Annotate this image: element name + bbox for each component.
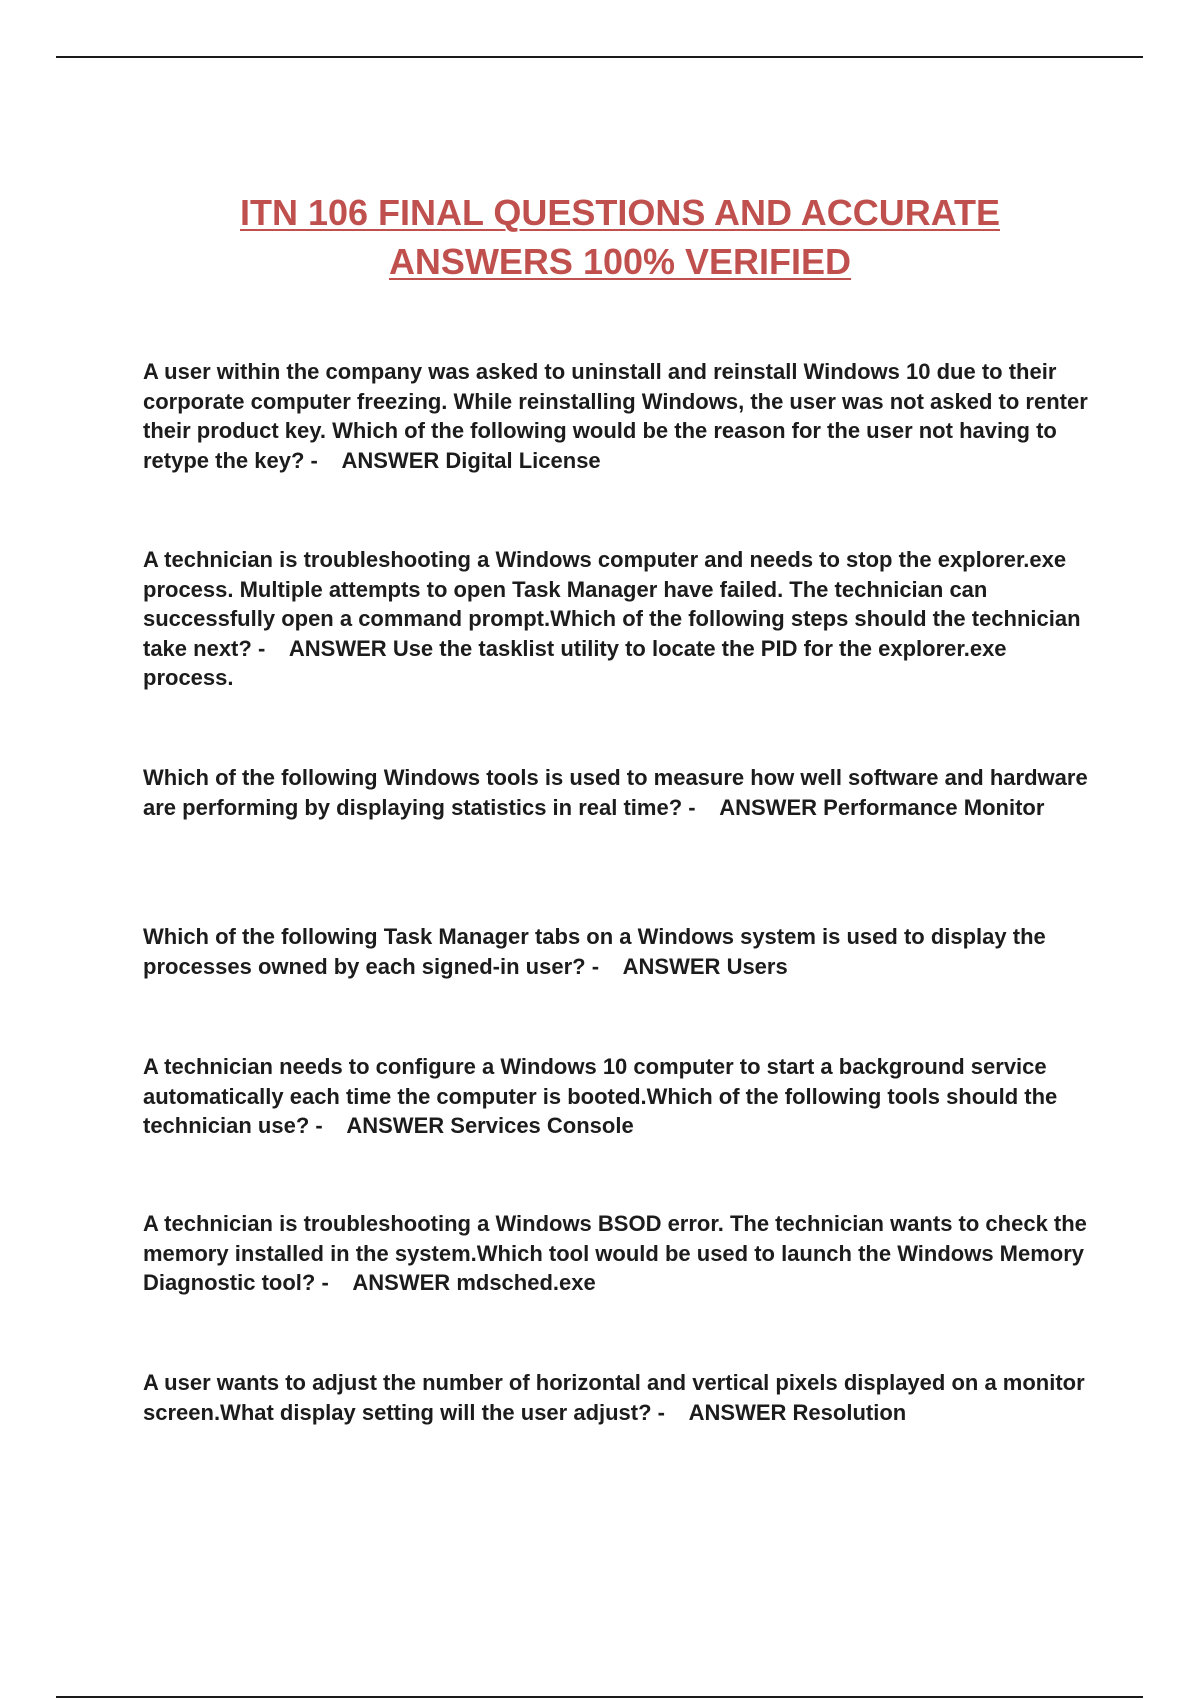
question-text: A user wants to adjust the number of horizontal and vertical pixels displayed on a monitor screen.What display setting will the user adjust? — [143, 1370, 1085, 1425]
answer-label: ANSWER — [341, 447, 440, 473]
question-text: A technician is troubleshooting a Windows BSOD error. The technician wants to check the memory installed in the system.Which tool would be used to launch the Windows Memory Diagnostic tool? — [143, 1211, 1087, 1295]
top-rule — [56, 56, 1143, 58]
answer-label: ANSWER — [288, 635, 387, 661]
question-text: Which of the following Task Manager tabs on a Windows system is used to display the processes owned by each signed-in user? — [143, 924, 1046, 979]
title-line-1: ITN 106 FINAL QUESTIONS AND ACCURATE — [239, 192, 1001, 233]
qa-item: A user within the company was asked to uninstall and reinstall Windows 10 due to their corporate computer freezing. While reinstalling Windows, the user was not asked to renter their product key. Which of the following would be the reason for the user not having to retype the key? - ANSWER Digital License — [143, 359, 1088, 473]
question-text: Which of the following Windows tools is used to measure how well software and hardware are performing by displaying statistics in real time? — [143, 765, 1088, 820]
answer-label: ANSWER — [688, 1399, 787, 1425]
qa-item: A technician needs to configure a Windows 10 computer to start a background service automatically each time the computer is booted.Which of the following tools should the technician use? - ANSWER Services Console — [143, 1054, 1058, 1138]
question-text: A technician needs to configure a Windows 10 computer to start a background service automatically each time the computer is booted.Which of the following tools should the technician use? — [143, 1054, 1058, 1138]
answer-text: Performance Monitor — [823, 794, 1045, 820]
answer-label: ANSWER — [346, 1113, 445, 1138]
answer-text: Use the tasklist utility to locate the PID for the explorer.exe process. — [143, 635, 1007, 690]
qa-item: A technician is troubleshooting a Windows BSOD error. The technician wants to check the memory installed in the system.Which tool would be used to launch the Windows Memory Diagnostic tool? - ANSWER mdsched.exe — [143, 1211, 1087, 1295]
answer-text: Services Console — [450, 1113, 634, 1138]
question-text: A user within the company was asked to uninstall and reinstall Windows 10 due to their corporate computer freezing. While reinstalling Windows, the user was not asked to renter their product key. Which of the following would be the reason for the user not having to retype the key? — [143, 359, 1088, 473]
qa-item: Which of the following Task Manager tabs on a Windows system is used to display the processes owned by each signed-in user? - ANSWER Users — [143, 924, 1046, 979]
answer-label: ANSWER — [719, 794, 818, 820]
title-line-2: ANSWERS 100% VERIFIED — [388, 241, 852, 282]
answer-label: ANSWER — [352, 1270, 451, 1295]
answer-text: Resolution — [792, 1399, 907, 1425]
answer-text: Users — [726, 953, 788, 979]
question-text: A technician is troubleshooting a Windows computer and needs to stop the explorer.exe process. Multiple attempts to open Task Manager have failed. The technician can successfully open a command prompt.Which of the following steps should the technician take next? — [143, 547, 1081, 661]
qa-item: A user wants to adjust the number of horizontal and vertical pixels displayed on a monitor screen.What display setting will the user adjust? - ANSWER Resolution — [143, 1370, 1085, 1425]
answer-text: mdsched.exe — [456, 1270, 596, 1295]
bottom-rule — [56, 1696, 1143, 1698]
qa-item: Which of the following Windows tools is used to measure how well software and hardware are performing by displaying statistics in real time? - ANSWER Performance Monitor — [143, 765, 1088, 820]
document-title — [140, 188, 1100, 286]
qa-item: A technician is troubleshooting a Windows computer and needs to stop the explorer.exe process. Multiple attempts to open Task Manager have failed. The technician can successfully open a command prompt.Which of the following steps should the technician take next? - ANSWER Use the tasklist utility to locate the PID for the explorer.exe process. — [143, 547, 1081, 690]
answer-label: ANSWER — [622, 953, 721, 979]
answer-text: Digital License — [445, 447, 601, 473]
